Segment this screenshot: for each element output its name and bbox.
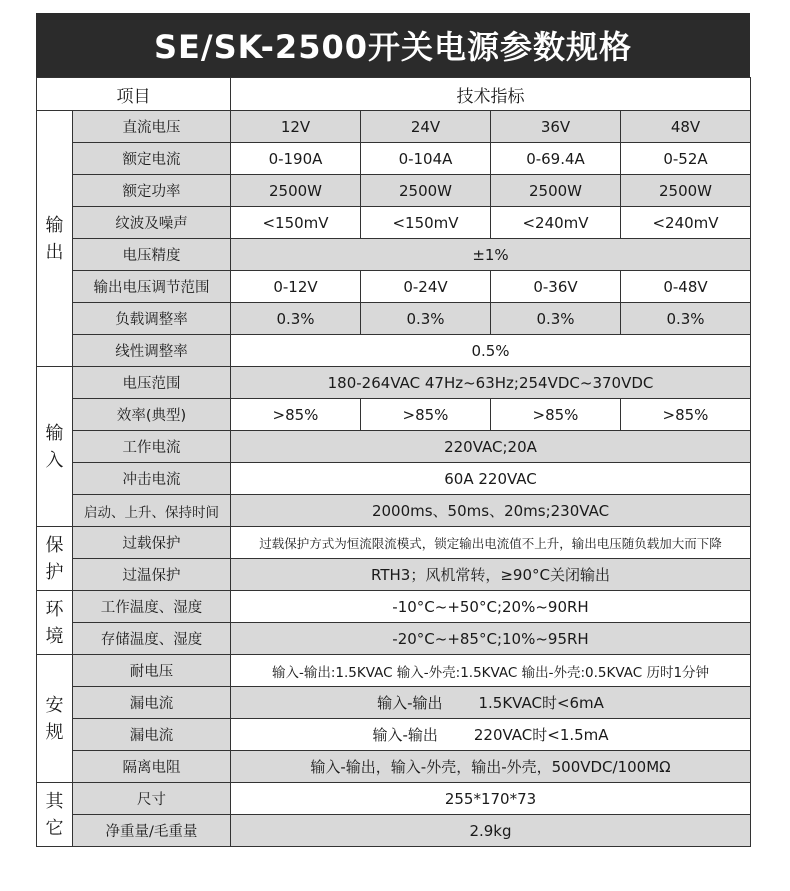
group-output bbox=[37, 111, 73, 367]
cell: 0-52A bbox=[621, 143, 751, 175]
row-label: 净重量/毛重量 bbox=[73, 815, 231, 847]
group-protect-label: 保护 bbox=[45, 534, 64, 583]
cell: -10°C~+50°C;20%~90RH bbox=[231, 591, 751, 623]
table-row bbox=[37, 335, 751, 367]
leak1-part1: 输入-输出 bbox=[377, 694, 443, 712]
header-item: 项目 bbox=[37, 78, 231, 111]
cell: 0.3% bbox=[231, 303, 361, 335]
cell: 180-264VAC 47Hz~63Hz;254VDC~370VDC bbox=[231, 367, 751, 399]
row-label: 耐电压 bbox=[73, 655, 231, 687]
cell: 0-69.4A bbox=[491, 143, 621, 175]
table-row bbox=[37, 751, 751, 783]
row-label: 尺寸 bbox=[73, 783, 231, 815]
table-row bbox=[37, 559, 751, 591]
row-label: 冲击电流 bbox=[73, 463, 231, 495]
table-row bbox=[37, 367, 751, 399]
group-safety bbox=[37, 655, 73, 783]
row-label: 额定电流 bbox=[73, 143, 231, 175]
cell: 0-24V bbox=[361, 271, 491, 303]
group-input bbox=[37, 367, 73, 527]
row-label: 漏电流 bbox=[73, 719, 231, 751]
group-safety-label: 安规 bbox=[45, 694, 64, 743]
row-label: 负载调整率 bbox=[73, 303, 231, 335]
row-label: 过载保护 bbox=[73, 527, 231, 559]
cell: <150mV bbox=[231, 207, 361, 239]
cell: 2500W bbox=[231, 175, 361, 207]
row-label: 线性调整率 bbox=[73, 335, 231, 367]
cell: 220VAC;20A bbox=[231, 431, 751, 463]
cell: -20°C~+85°C;10%~95RH bbox=[231, 623, 751, 655]
table-row bbox=[37, 303, 751, 335]
cell: >85% bbox=[361, 399, 491, 431]
cell: >85% bbox=[621, 399, 751, 431]
cell: >85% bbox=[231, 399, 361, 431]
leak2-part2: 220VAC时<1.5mA bbox=[473, 726, 609, 744]
group-protect bbox=[37, 527, 73, 591]
cell bbox=[231, 719, 751, 751]
table-row bbox=[37, 175, 751, 207]
leak2-part1: 输入-输出 bbox=[372, 726, 438, 744]
cell: 48V bbox=[621, 111, 751, 143]
header-tech: 技术指标 bbox=[231, 78, 751, 111]
cell: 2500W bbox=[491, 175, 621, 207]
table-row bbox=[37, 687, 751, 719]
table-row bbox=[37, 111, 751, 143]
row-label: 工作电流 bbox=[73, 431, 231, 463]
spec-table bbox=[36, 77, 751, 847]
leak1-part2: 1.5KVAC时<6mA bbox=[478, 694, 604, 712]
sheet-title: SE/SK-2500开关电源参数规格 bbox=[36, 13, 750, 77]
row-label: 额定功率 bbox=[73, 175, 231, 207]
table-row bbox=[37, 143, 751, 175]
table-row bbox=[37, 623, 751, 655]
group-other-label: 其它 bbox=[45, 790, 64, 839]
cell: >85% bbox=[491, 399, 621, 431]
cell: 0-48V bbox=[621, 271, 751, 303]
table-row bbox=[37, 591, 751, 623]
cell: <240mV bbox=[621, 207, 751, 239]
row-label: 电压范围 bbox=[73, 367, 231, 399]
group-env bbox=[37, 591, 73, 655]
row-label: 工作温度、湿度 bbox=[73, 591, 231, 623]
table-row bbox=[37, 463, 751, 495]
row-label: 电压精度 bbox=[73, 239, 231, 271]
cell: <240mV bbox=[491, 207, 621, 239]
cell: 过载保护方式为恒流限流模式，锁定输出电流值不上升，输出电压随负载加大而下降 bbox=[231, 527, 751, 559]
row-label: 存储温度、湿度 bbox=[73, 623, 231, 655]
row-label: 纹波及噪声 bbox=[73, 207, 231, 239]
cell: 输入-输出:1.5KVAC 输入-外壳:1.5KVAC 输出-外壳:0.5KVAC 历时1分钟 bbox=[231, 655, 751, 687]
cell: 0.3% bbox=[491, 303, 621, 335]
cell: 24V bbox=[361, 111, 491, 143]
group-output-label: 输出 bbox=[45, 214, 64, 263]
table-row bbox=[37, 495, 751, 527]
cell: 0-104A bbox=[361, 143, 491, 175]
row-label: 过温保护 bbox=[73, 559, 231, 591]
row-label: 隔离电阻 bbox=[73, 751, 231, 783]
cell: 0.5% bbox=[231, 335, 751, 367]
cell: 255*170*73 bbox=[231, 783, 751, 815]
table-row bbox=[37, 431, 751, 463]
cell: 12V bbox=[231, 111, 361, 143]
cell: 输入-输出，输入-外壳，输出-外壳，500VDC/100MΩ bbox=[231, 751, 751, 783]
cell: 0-36V bbox=[491, 271, 621, 303]
cell: 2.9kg bbox=[231, 815, 751, 847]
group-other bbox=[37, 783, 73, 847]
cell: 60A 220VAC bbox=[231, 463, 751, 495]
cell: ±1% bbox=[231, 239, 751, 271]
table-row bbox=[37, 207, 751, 239]
cell: 0-190A bbox=[231, 143, 361, 175]
row-label: 启动、上升、保持时间 bbox=[73, 495, 231, 527]
table-row bbox=[37, 719, 751, 751]
table-row bbox=[37, 271, 751, 303]
cell: 0.3% bbox=[361, 303, 491, 335]
table-row bbox=[37, 399, 751, 431]
table-row bbox=[37, 783, 751, 815]
table-row bbox=[37, 815, 751, 847]
row-label: 漏电流 bbox=[73, 687, 231, 719]
group-input-label: 输入 bbox=[45, 422, 64, 471]
row-label: 输出电压调节范围 bbox=[73, 271, 231, 303]
spec-sheet bbox=[36, 13, 750, 847]
table-row bbox=[37, 655, 751, 687]
header-row bbox=[37, 78, 751, 111]
cell: 0-12V bbox=[231, 271, 361, 303]
cell bbox=[231, 687, 751, 719]
row-label: 直流电压 bbox=[73, 111, 231, 143]
group-env-label: 环境 bbox=[45, 598, 64, 647]
cell: <150mV bbox=[361, 207, 491, 239]
table-row bbox=[37, 239, 751, 271]
cell: 0.3% bbox=[621, 303, 751, 335]
row-label: 效率(典型) bbox=[73, 399, 231, 431]
cell: 36V bbox=[491, 111, 621, 143]
cell: 2000ms、50ms、20ms;230VAC bbox=[231, 495, 751, 527]
cell: RTH3；风机常转，≥90°C关闭输出 bbox=[231, 559, 751, 591]
cell: 2500W bbox=[621, 175, 751, 207]
cell: 2500W bbox=[361, 175, 491, 207]
table-row bbox=[37, 527, 751, 559]
